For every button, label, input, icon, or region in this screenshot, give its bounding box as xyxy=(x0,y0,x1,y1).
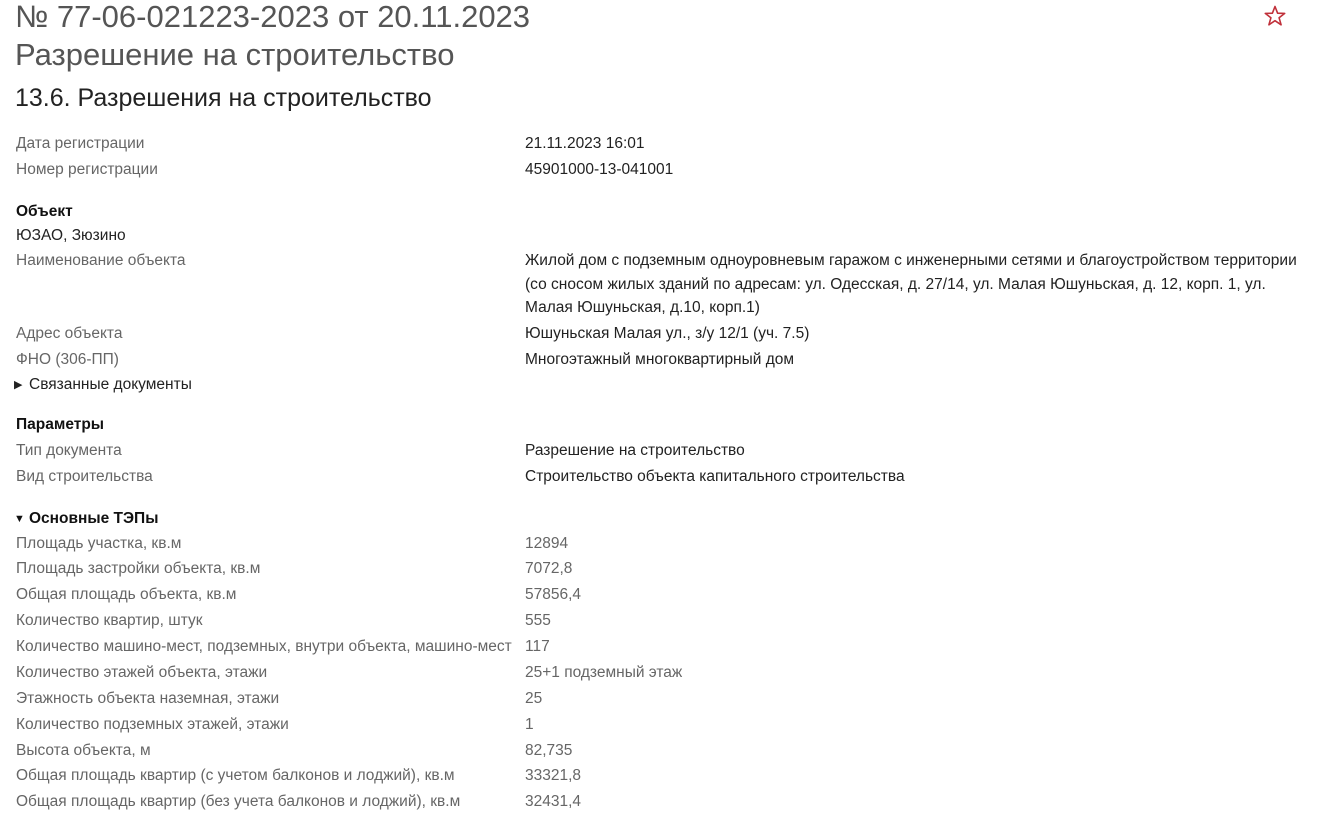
object-name-value: Жилой дом с подземным одноуровневым гаражом с инженерными сетями и благоустройством территории (со сносом жилых зданий по адресам: ул. Одесская, д. 27/14, ул. Малая Юшуньская, д. 12, корп. 1, ул. Малая Юшуньская, д.10, корп.1) xyxy=(525,252,1297,316)
object-section-title: Объект xyxy=(16,203,73,220)
tep-row-value: 12894 xyxy=(525,535,569,552)
object-address-label: Адрес объекта xyxy=(16,325,123,342)
construction-type-label: Вид строительства xyxy=(16,468,153,485)
tep-row-label: Количество квартир, штук xyxy=(16,612,203,629)
tep-row-label: Количество машино-мест, подземных, внутри объекта, машино-мест xyxy=(16,638,512,655)
tep-row-value: 1 xyxy=(525,716,534,733)
tep-row-label: Количество подземных этажей, этажи xyxy=(16,716,289,733)
registration-number-value: 45901000-13-041001 xyxy=(525,161,674,178)
document-type-title: Разрешение на строительство xyxy=(15,37,455,72)
tep-row-value: 32431,4 xyxy=(525,793,582,810)
document-number-title: № 77-06-021223-2023 от 20.11.2023 xyxy=(15,0,531,34)
tep-row-label: Этажность объекта наземная, этажи xyxy=(16,690,280,707)
tep-row-value: 7072,8 xyxy=(525,560,573,577)
doc-type-label: Тип документа xyxy=(16,442,122,459)
object-district: ЮЗАО, Зюзино xyxy=(16,227,126,244)
triangle-right-icon: ▶ xyxy=(14,379,23,391)
tep-row-value: 117 xyxy=(525,638,550,655)
tep-row-label: Количество этажей объекта, этажи xyxy=(16,664,268,681)
object-fno-label: ФНО (306-ПП) xyxy=(16,351,119,368)
object-name-label: Наименование объекта xyxy=(16,252,186,269)
tep-row-value: 25 xyxy=(525,690,543,707)
object-address-value: Юшуньская Малая ул., з/у 12/1 (уч. 7.5) xyxy=(525,325,810,342)
tep-row-label: Общая площадь квартир (с учетом балконов и лоджий), кв.м xyxy=(16,767,455,784)
favorite-star-icon[interactable] xyxy=(1263,4,1287,28)
construction-type-value: Строительство объекта капитального строительства xyxy=(525,468,905,485)
doc-type-value: Разрешение на строительство xyxy=(525,442,745,459)
document-category-title: 13.6. Разрешения на строительство xyxy=(15,84,432,112)
tep-row-label: Площадь застройки объекта, кв.м xyxy=(16,560,261,577)
tep-row-value: 33321,8 xyxy=(525,767,582,784)
tep-section-title: Основные ТЭПы xyxy=(29,510,159,527)
object-fno-value: Многоэтажный многоквартирный дом xyxy=(525,351,795,368)
tep-row-value: 57856,4 xyxy=(525,586,582,603)
tep-row-value: 82,735 xyxy=(525,742,573,759)
tep-row-label: Общая площадь квартир (без учета балконов и лоджий), кв.м xyxy=(16,793,461,810)
registration-date-label: Дата регистрации xyxy=(16,135,145,152)
tep-row-value: 25+1 подземный этаж xyxy=(525,664,683,681)
tep-row-label: Общая площадь объекта, кв.м xyxy=(16,586,237,603)
related-documents-toggle[interactable] xyxy=(14,375,192,395)
registration-date-value: 21.11.2023 16:01 xyxy=(525,135,645,152)
params-section-title: Параметры xyxy=(16,416,105,433)
tep-row-label: Высота объекта, м xyxy=(16,742,151,759)
tep-row-label: Площадь участка, кв.м xyxy=(16,535,182,552)
related-documents-label: Связанные документы xyxy=(29,376,192,393)
triangle-down-icon: ▼ xyxy=(14,513,25,525)
tep-row-value: 555 xyxy=(525,612,551,629)
registration-number-label: Номер регистрации xyxy=(16,161,158,178)
tep-section-toggle[interactable] xyxy=(14,509,158,529)
